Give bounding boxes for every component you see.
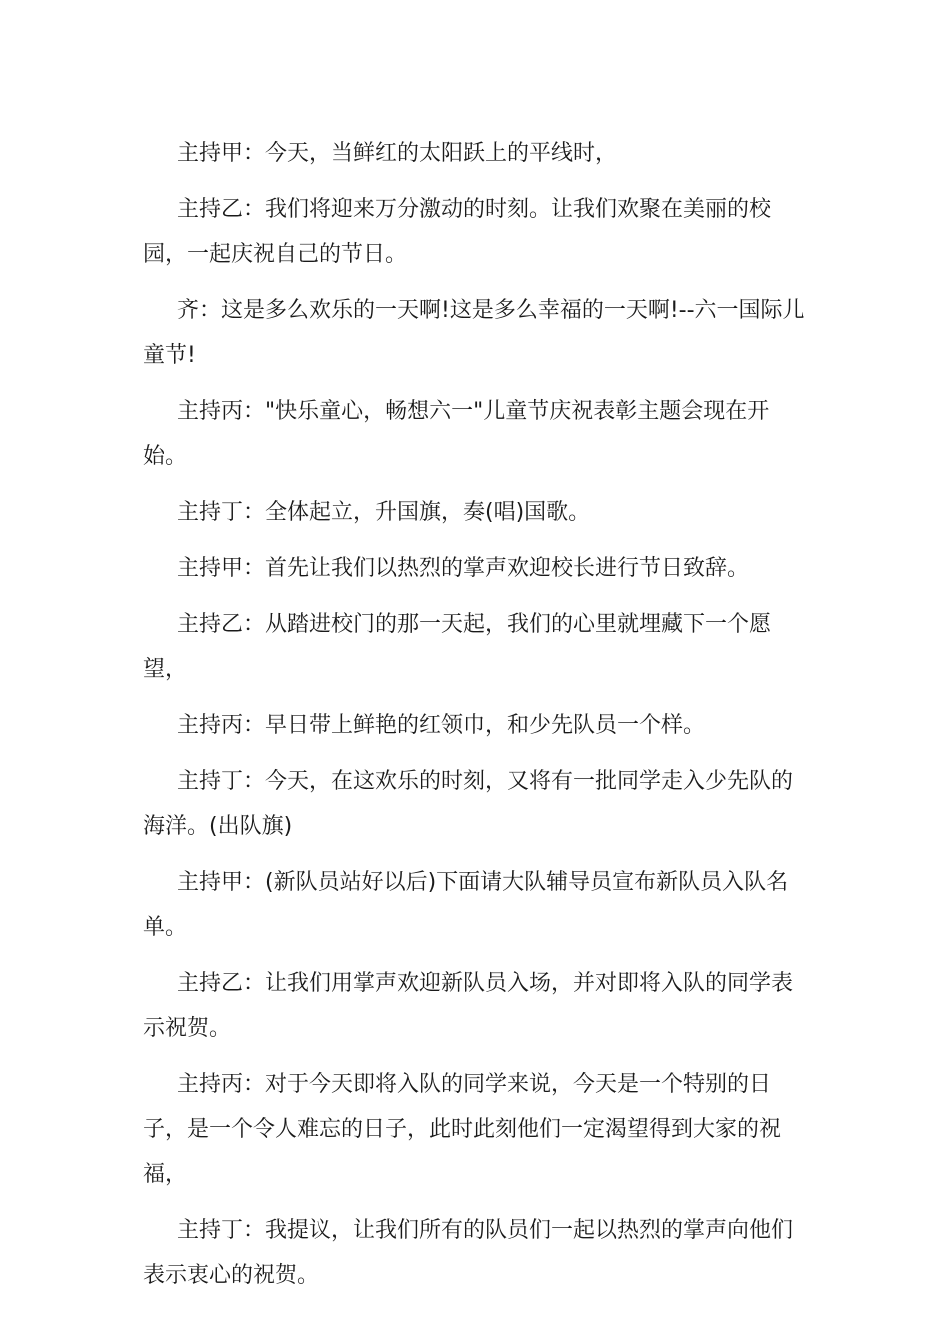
- paragraph-6: 主持甲：首先让我们以热烈的掌声欢迎校长进行节日致辞。: [177, 556, 750, 581]
- paragraph-2: 主持乙：我们将迎来万分激动的时刻。让我们欢聚在美丽的校园，一起庆祝自己的节日。: [143, 197, 772, 267]
- paragraph-10: 主持甲：(新队员站好以后)下面请大队辅导员宣布新队员入队名单。: [143, 870, 789, 940]
- paragraph-12: 主持丙：对于今天即将入队的同学来说，今天是一个特别的日子，是一个令人难忘的日子，此时此刻他们一定渴望得到大家的祝福，: [143, 1072, 782, 1187]
- paragraph-13: 主持丁：我提议，让我们所有的队员们一起以热烈的掌声向他们表示衷心的祝贺。: [143, 1218, 794, 1288]
- paragraph-4: 主持丙："快乐童心，畅想六一"儿童节庆祝表彰主题会现在开始。: [143, 399, 770, 469]
- paragraph-7: 主持乙：从踏进校门的那一天起，我们的心里就埋藏下一个愿望，: [143, 612, 772, 682]
- paragraph-8: 主持丙：早日带上鲜艳的红领巾，和少先队员一个样。: [177, 713, 706, 738]
- paragraph-11: 主持乙：让我们用掌声欢迎新队员入场，并对即将入队的同学表示祝贺。: [143, 971, 794, 1041]
- paragraph-1: 主持甲：今天，当鲜红的太阳跃上的平线时，: [177, 141, 618, 166]
- paragraph-9: 主持丁：今天，在这欢乐的时刻，又将有一批同学走入少先队的海洋。(出队旗): [143, 769, 794, 839]
- paragraph-3: 齐：这是多么欢乐的一天啊!这是多么幸福的一天啊!--六一国际儿童节!: [143, 298, 805, 368]
- paragraph-5: 主持丁：全体起立，升国旗，奏(唱)国歌。: [177, 500, 591, 525]
- document-body: [143, 131, 813, 1309]
